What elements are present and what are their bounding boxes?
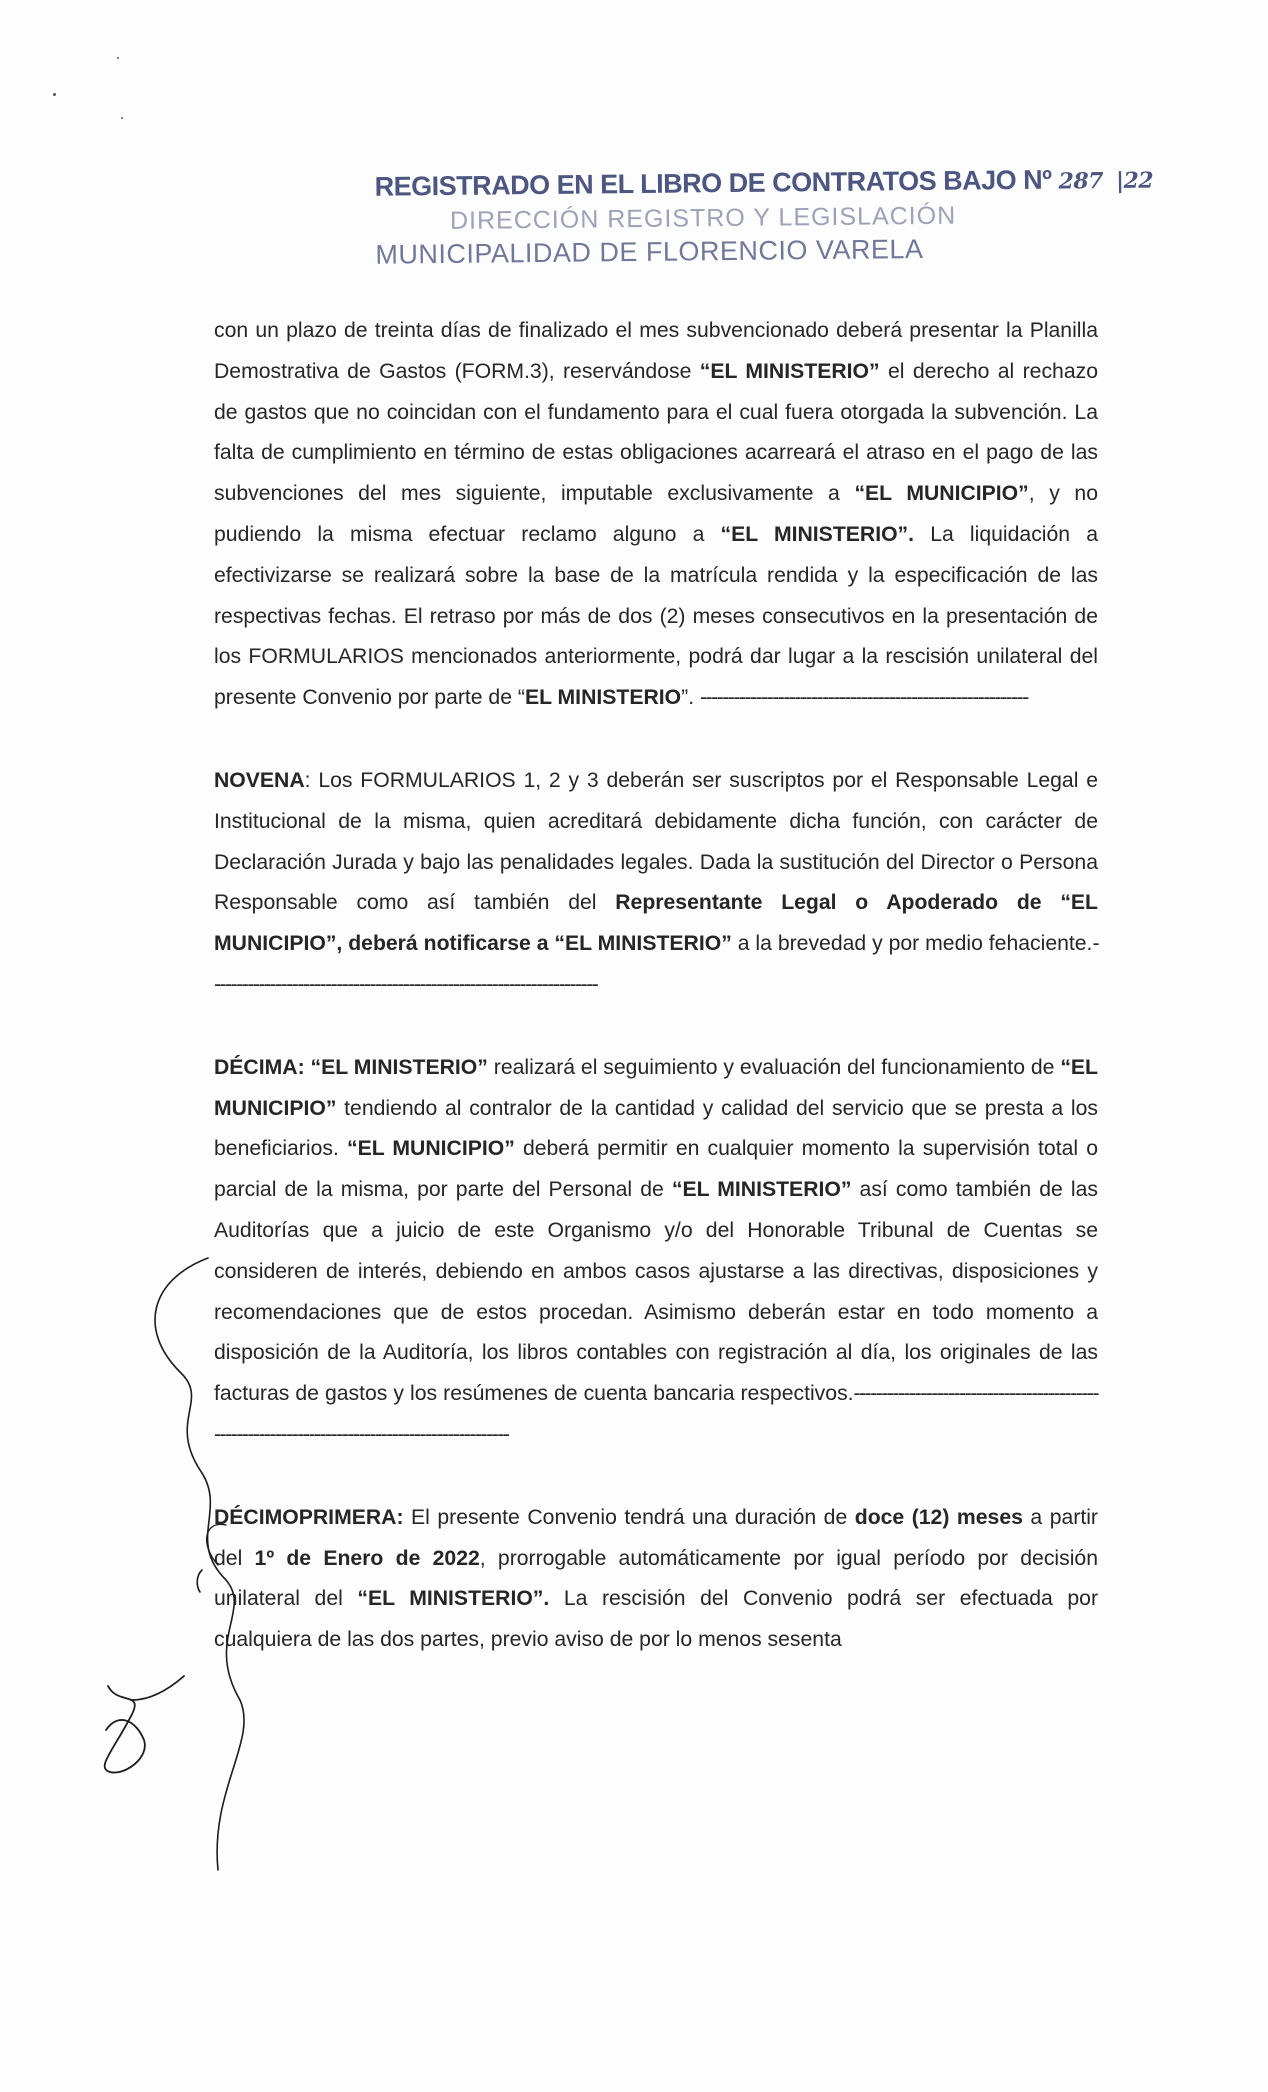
paragraph-decimoprimera: DÉCIMOPRIMERA: El presente Convenio tendrá una duración de doce (12) meses a partir del 1º de Enero de 2022, prorrogable automáticamente por igual período por decisión unilateral del “EL MINISTERIO”. La rescisión del Convenio podrá ser efectuada por cualquiera de las dos partes, previo aviso de por lo menos sesenta [214, 1505, 1099, 1652]
small-hook-mark [197, 1570, 202, 1592]
stamp-registry-text: REGISTRADO EN EL LIBRO DE CONTRATOS BAJO Nº [374, 164, 1052, 202]
margin-line-stroke [155, 1258, 244, 1870]
margin-line-tail [207, 1524, 226, 1565]
stamp-line-2: DIRECCIÓN REGISTRO Y LEGISLACIÓN [449, 201, 957, 235]
stamp-line-3: MUNICIPALIDAD DE FLORENCIO VARELA [375, 233, 924, 270]
initials-signature [105, 1676, 184, 1773]
paragraph-octava-continuation: con un plazo de treinta días de finalizado el mes subvencionado deberá presentar la Planilla Demostrativa de Gastos (FORM.3), reservándose “EL MINISTERIO” el derecho al rechazo de gastos que no coincidan con el fundamento para el cual fuera otorgada la subvención. La falta de cumplimiento en término de estas obligaciones acarreará el atraso en el pago de las subvenciones del mes siguiente, imputable exclusivamente a “EL MUNICIPIO”, y no pudiendo la misma efectuar reclamo alguno a “EL MINISTERIO”. La liquidación a efectivizarse se realizará sobre la base de la matrícula rendida y la especificación de las respectivas fechas. El retraso por más de dos (2) meses consecutivos en la presentación de los FORMULARIOS mencionados anteriormente, podrá dar lugar a la rescisión unilateral del presente Convenio por parte de “EL MINISTERIO”. ----------------------------------------------------------- [214, 319, 1099, 710]
paragraph-novena: NOVENA: Los FORMULARIOS 1, 2 y 3 deberán ser suscriptos por el Responsable Legal e Institucional de la misma, quien acreditará debidamente dicha función, con carácter de Declaración Jurada y bajo las penalidades legales. Dada la sustitución del Director o Persona Responsable como así también del Representante Legal o Apoderado de “EL MUNICIPIO”, deberá notificarse a “EL MINISTERIO” a la brevedad y por medio fehaciente.---------------------------------------------------------------------- [214, 768, 1099, 996]
stamp-year: 22 [1123, 167, 1154, 194]
scan-speck [121, 117, 123, 119]
paragraph-decima: DÉCIMA: “EL MINISTERIO” realizará el seguimiento y evaluación del funcionamiento de “EL MUNICIPIO” tendiendo al contralor de la cantidad y calidad del servicio que se presta a los beneficiarios. “EL MUNICIPIO” deberá permitir en cualquier momento la supervisión total o parcial de la misma, por parte del Personal de “EL MINISTERIO” así como también de las Auditorías que a juicio de este Organismo y/o del Honorable Tribunal de Cuentas se consideren de interés, debiendo en ambos casos ajustarse a las directivas, disposiciones y recomendaciones que de estos procedan. Asimismo deberán estar en todo momento a disposición de la Auditoría, los libros contables con registración al día, los originales de las facturas de gastos y los resúmenes de cuenta bancaria respectivos.------------------------------------------------------------------------------------------------- [214, 1055, 1098, 1446]
stamp-number: 287 [1058, 168, 1104, 195]
scan-speck [117, 57, 119, 59]
stamp-line-1: REGISTRADO EN EL LIBRO DE CONTRATOS BAJO Nº 287 |22 [374, 164, 1154, 202]
scan-speck [53, 93, 56, 96]
